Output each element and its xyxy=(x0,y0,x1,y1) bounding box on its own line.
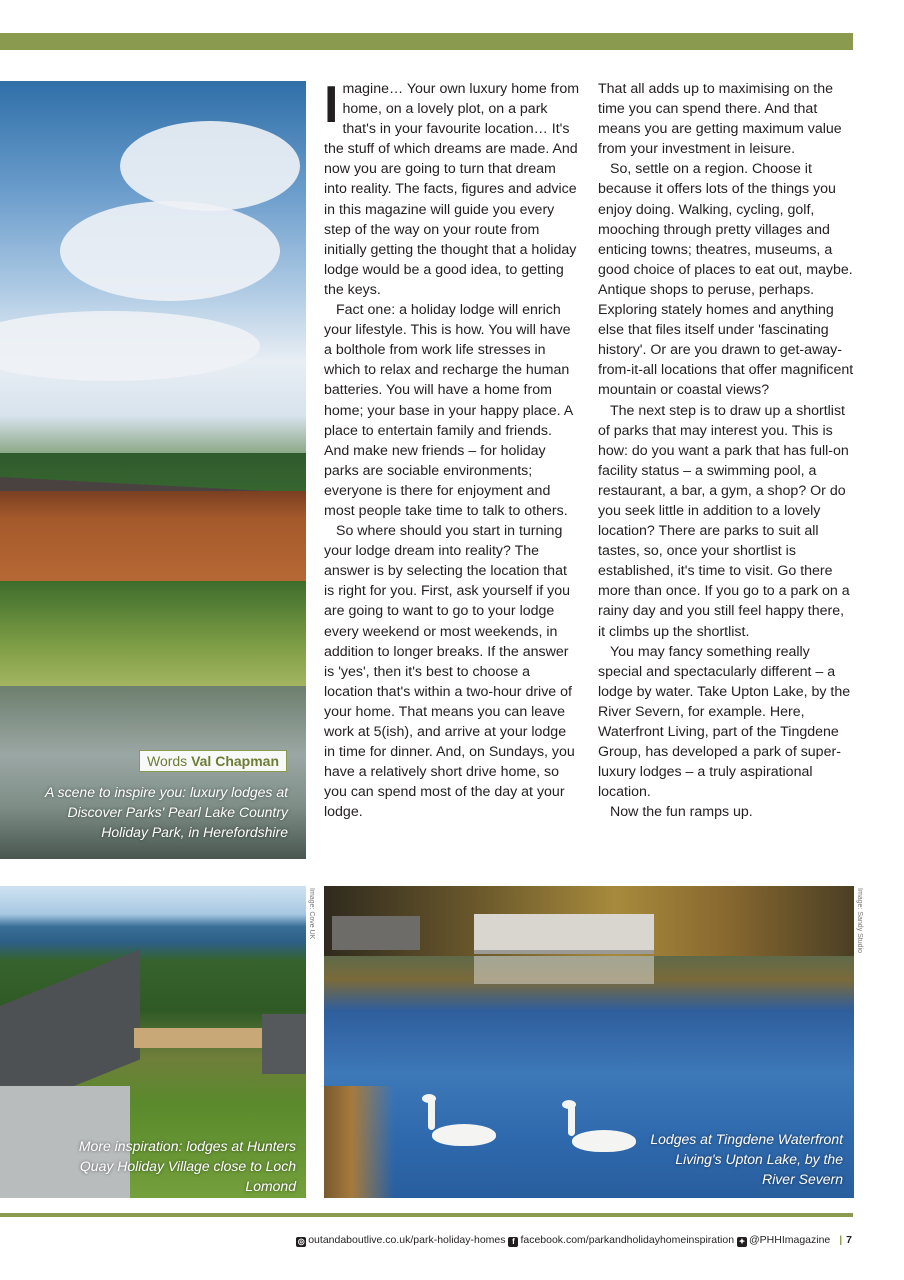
article-column-1 xyxy=(324,76,580,822)
hero-photo-pearl-lake xyxy=(0,81,306,859)
byline-author: Val Chapman xyxy=(191,753,279,769)
article-paragraph: You may fancy something really special and spectacularly different – a lodge by water. Take Upton Lake, by the River Severn, for example. Here, Waterfront Living, part of the Tingdene Group, has developed a park of super-luxury lodges – a truly aspirational location. xyxy=(598,643,851,801)
article-paragraph: That all adds up to maximising on the time you can spend there. And that means you are getting maximum value from your investment in leisure. xyxy=(598,81,842,158)
footer-website[interactable]: outandaboutlive.co.uk/park-holiday-homes xyxy=(308,1234,506,1246)
globe-icon: ◎ xyxy=(297,1237,305,1246)
twitter-icon: ✦ xyxy=(738,1237,746,1246)
image-credit-right: Image: Sandy Studio xyxy=(856,888,863,953)
bottom-accent-bar xyxy=(0,1213,853,1217)
upton-lake-caption: Lodges at Tingdene Waterfront Living's Upton Lake, by the River Severn xyxy=(650,1131,843,1187)
footer-twitter[interactable]: @PHHImagazine xyxy=(749,1234,831,1246)
page-footer xyxy=(296,1234,852,1247)
hunters-quay-caption: More inspiration: lodges at Hunters Quay Holiday Village close to Loch Lomond xyxy=(78,1138,296,1194)
article-paragraph: Imagine… Your own luxury home from home, on a lovely plot, on a park that's in your favourite location… It's the stuff of which dreams are made. And now you are going to turn that dream into reality. The facts, figures and advice in this magazine will guide you every step of the way on your route from initially getting the thought that a holiday lodge would be a good idea, to getting the keys. xyxy=(324,76,580,298)
page-number: 7 xyxy=(846,1234,852,1246)
article-paragraph: So, settle on a region. Choose it because it offers lots of the things you enjoy doing. Walking, cycling, golf, mooching through pretty villages and enticing towns; theatres, museums, a good choice of places to eat out, maybe. Antique shops to peruse, perhaps. Exploring stately homes and anything else that files itself under 'fascinating history'. Or are you drawn to get-away-from-it-all locations that offer magnificent mountain or coastal views? xyxy=(598,161,854,399)
top-accent-bar xyxy=(0,33,853,50)
footer-facebook[interactable]: facebook.com/parkandholidayhomeinspiration xyxy=(520,1234,735,1246)
byline xyxy=(139,750,287,772)
article-paragraph: So where should you start in turning your lodge dream into reality? The answer is by selecting the location that is right for you. First, ask yourself if you are going to want to go to your lodge every weekend or most weekends, in addition to longer breaks. If the answer is 'yes', then it's best to choose a location that's within a two-hour drive of your home. That means you can leave work at 5(ish), and arrive at your lodge in time for dinner. And, on Sundays, you have a relatively short drive home, so you can spend most of the day at your lodge. xyxy=(324,523,575,821)
hero-caption: A scene to inspire you: luxury lodges at Discover Parks' Pearl Lake Country Holiday Park, in Herefordshire xyxy=(44,784,288,840)
footer-separator: | xyxy=(839,1234,843,1246)
drop-cap: I xyxy=(324,76,339,134)
image-credit-left: Image: Cove UK xyxy=(308,888,315,940)
article-paragraph: The next step is to draw up a shortlist of parks that may interest you. This is how: do you want a park that has full-on facility status – a swimming pool, a restaurant, a bar, a gym, a shop? Or do you seek little in addition to a lovely location? There are parks to suit all tastes, so, once your shortlist is established, it's time to visit. Go there more than once. If you go to a park on a rainy day and you still feel happy there, it climbs up the shortlist. xyxy=(598,402,850,640)
article-paragraph: Now the fun ramps up. xyxy=(610,804,753,821)
article-column-2 xyxy=(598,79,854,822)
byline-prefix: Words xyxy=(146,753,188,769)
facebook-icon: f xyxy=(508,1237,518,1247)
article-paragraph: Fact one: a holiday lodge will enrich your lifestyle. This is how. You will have a bolthole from work life stresses in which to relax and recharge the human batteries. You will have a home from home; your base in your happy place. A place to entertain family and friends. And make new friends – for holiday parks are sociable environments; everyone is there for enjoyment and most people take time to talk to others. xyxy=(324,302,573,519)
